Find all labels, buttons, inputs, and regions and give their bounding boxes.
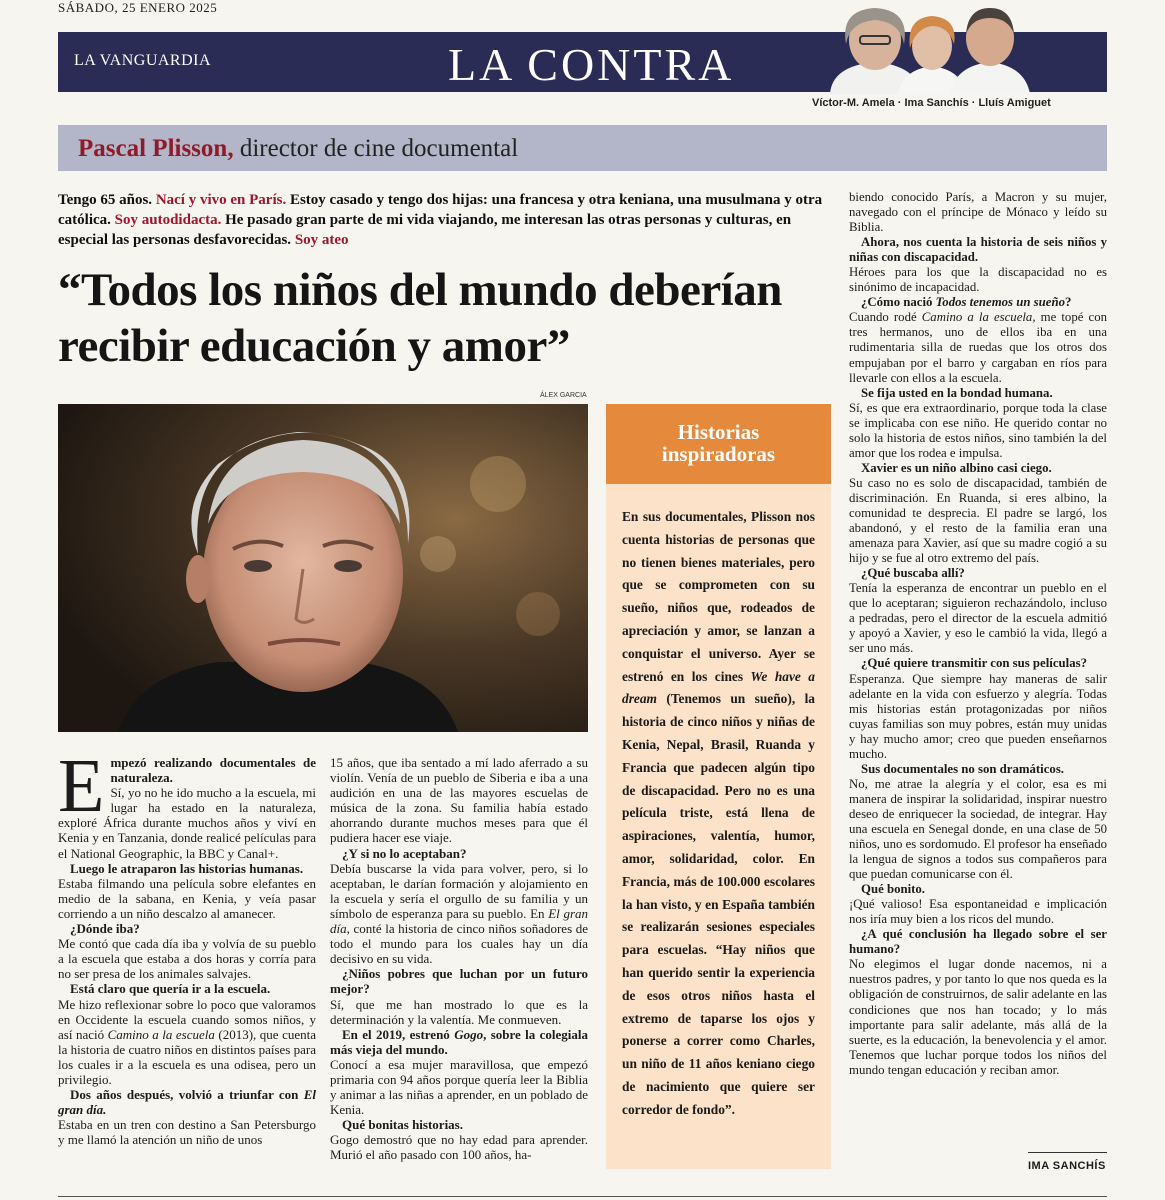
question: Ahora, nos cuenta la historia de seis niños y niñas con discapacidad. bbox=[849, 235, 1107, 265]
newspaper-name: LA VANGUARDIA bbox=[74, 52, 212, 69]
film-title: El gran día. bbox=[58, 1087, 316, 1118]
answer: Conocí a esa mujer maravillosa, que empezó primaria con 94 años porque quería leer la Biblia y animar a las niñas a aprender, en un poblado de Kenia. bbox=[330, 1056, 588, 1118]
interviewee bbox=[78, 135, 518, 163]
intro-highlight: Soy ateo bbox=[294, 232, 349, 248]
answer-text: Cuando rodé bbox=[849, 310, 922, 325]
answer: Me contó que cada día iba y volvía de su pueblo a la escuela que estaba a dos horas y corría para no ser presa de los animales salvajes. bbox=[58, 936, 316, 982]
film-title: We have a dream bbox=[622, 668, 816, 707]
intro-highlight: Nací y vivo en París. bbox=[155, 192, 287, 208]
intro-highlight: Soy autodidacta. bbox=[114, 212, 222, 228]
question: ¿Dónde iba? bbox=[70, 921, 140, 937]
photo-credit: ÁLEX GARCIA bbox=[540, 392, 587, 399]
question-text: , sobre la colegiala más vieja del mundo. bbox=[330, 1026, 588, 1057]
answer bbox=[58, 997, 316, 1088]
question: Se fija usted en la bondad humana. bbox=[861, 385, 1053, 400]
question: mpezó realizando documentales de naturaleza. bbox=[110, 755, 316, 786]
interviewee-bar bbox=[58, 125, 1107, 171]
question: Qué bonitas historias. bbox=[342, 1117, 463, 1133]
question bbox=[58, 1087, 316, 1117]
film-title: Todos tenemos un sueño bbox=[935, 295, 1065, 310]
sidebar-box bbox=[606, 404, 831, 1169]
sidebar-paragraph: (Tenemos un sueño), la historia de cinco niños y niñas de Kenia, Nepal, Brasil, Ruanda y Francia que padecen algún tipo de discapacidad. Pero no es una película triste, está llena de aspiraciones, valentía, humor, amor, solidaridad, color. En Francia, más de 100.000 escolares la han visto, y en España también se realizarán sesiones especiales para escuelas. “Hay niños que han querido sentir la experiencia de esos otros niños hasta el extremo de taparse los ojos y ponerse a correr como Charles, un niño de 11 años keniano ciego de nacimiento que quiere ser corredor de fondo”. bbox=[622, 691, 815, 1117]
answer-text: Me hizo reflexionar sobre lo poco que valoramos en Occidente la escuela cuando somos niños, y así nació bbox=[58, 996, 316, 1042]
answer: Sí, es que era extraordinario, porque toda la clase se implicaba con ese niño. He querido contar no solo la historia de estos niños, sino también la del amor que los rodea e impulsa. bbox=[849, 400, 1107, 460]
answer bbox=[330, 861, 588, 967]
question: Luego le atraparon las historias humanas. bbox=[70, 860, 304, 876]
intro-bio bbox=[58, 190, 828, 250]
portrait-photo bbox=[58, 404, 588, 732]
intro-text: Estoy casado y tengo dos hijas: una francesa y otra keniana, una musulmana y otra católica. bbox=[58, 192, 823, 228]
answer-text: me topé con tres hermanos, uno de ellos iba en una rudimentaria silla de ruedas que los otros dos empujaban por el barro y cargaban en ríos para llevarle con ellos a la escuela. bbox=[849, 310, 1107, 385]
answer: No, me atrae la alegría y el color, esa es mi manera de inspirar la solidaridad, inspirar nuestro deseo de enriquecer la sociedad, de integrar. Hay una escuela en Senegal donde, en una clase de 50 niños, uno es sordomudo. El profesor ha enseñado la lengua de signos a todos sus compañeros para que puedan comunicarse con él. bbox=[849, 776, 1107, 882]
columnist-photos bbox=[780, 4, 1110, 94]
film-title: El gran día bbox=[330, 905, 588, 937]
section-title: LA CONTRA bbox=[448, 39, 735, 90]
article-column-1 bbox=[58, 744, 317, 1148]
answer: ¡Qué valioso! Esa espontaneidad e implicación nos iría muy bien a los ricos del mundo. bbox=[849, 897, 1107, 927]
sidebar-title bbox=[606, 404, 831, 484]
question-text: Dos años después, volvió a triunfar con bbox=[70, 1087, 304, 1103]
answer-text: Debía buscarse la vida para volver, pero, si lo aceptaban, le darían formación y alojamiento en la escuela y sería el orgullo de su familia y un símbolo de esperanza para su pueblo. En bbox=[330, 860, 588, 921]
film-title: Gogo bbox=[454, 1026, 484, 1042]
sidebar-title-text: Historias inspiradoras bbox=[661, 420, 776, 466]
answer: Gogo demostró que no hay edad para aprender. Murió el año pasado con 100 años, ha- bbox=[330, 1132, 588, 1163]
sidebar-text bbox=[606, 484, 831, 1122]
answer: Estaba filmando una película sobre elefantes en medio de la sabana, en Kenia, y veía pasar corriendo a un niño descalzo al amanecer. bbox=[58, 875, 316, 921]
answer-text: (2013), que cuenta la historia de cuatro niños en distintos países para los cuales ir a la escuela es una odisea, pero un privilegio. bbox=[58, 1026, 317, 1087]
question: Qué bonito. bbox=[861, 882, 925, 897]
question-text: ? bbox=[1064, 295, 1072, 310]
question-text: ¿Cómo nació bbox=[861, 295, 936, 310]
answer: Tenía la esperanza de encontrar un pueblo en el que lo aceptaran; siguieron rechazándolo, incluso a pedradas, pero el director de la escuela admitió y apoyó a Xavier, y eso le cambió la vida, llegó a ser uno más. bbox=[849, 581, 1107, 656]
question: ¿A qué conclusión ha llegado sobre el ser humano? bbox=[849, 927, 1107, 957]
answer: 15 años, que iba sentado a mí lado aferrado a su violín. Venía de un pueblo de Siberia e iba a una audición en una de las mayores escuelas de música de la zona. Su familia había estado ahorrando durante muchos meses para que él pudiera hacer ese viaje. bbox=[330, 755, 588, 846]
drop-cap: E bbox=[58, 744, 105, 828]
intro-text: Tengo 65 años. bbox=[58, 192, 156, 208]
answer bbox=[849, 310, 1107, 385]
headline-quote: “Todos los niños del mundo deberían recibir educación y amor” bbox=[58, 264, 782, 372]
question: Está claro que quería ir a la escuela. bbox=[70, 981, 271, 997]
question bbox=[330, 1027, 588, 1057]
page-bottom-rule bbox=[58, 1196, 1107, 1197]
answer: biendo conocido París, a Macron y su mujer, navegado con el príncipe de Mónaco y leído su Biblia. bbox=[849, 190, 1107, 235]
answer-text: , conté la historia de cinco niños soñadores de todo el mundo para los cuales hay un día decisivo en su vida. bbox=[330, 921, 588, 967]
article-column-2 bbox=[330, 755, 588, 1163]
interviewee-role: director de cine documental bbox=[239, 135, 519, 162]
film-title: Camino a la escuela bbox=[107, 1026, 215, 1042]
answer: Héroes para los que la discapacidad no es sinónimo de incapacidad. bbox=[849, 265, 1107, 295]
article-column-3 bbox=[849, 190, 1107, 1078]
answer: Esperanza. Que siempre hay maneras de salir adelante en la vida con esfuerzo y alegría. Todas mis historias están protagonizadas por niños cuyas familias son muy pobres, están muy unidas y hay mucho amor; creo que pueden enseñarnos mucho. bbox=[849, 671, 1107, 761]
signature-rule bbox=[1028, 1152, 1107, 1153]
answer: No elegimos el lugar donde nacemos, ni a nuestros padres, y por tanto lo que nos queda es la obligación de construirnos, de salir adelante en las condiciones que nos han tocado; y lo más importante para salir adelante, más allá de la suerte, es la educación, la benevolencia y el amor. Tenemos que luchar porque todos los niños del mundo tengan educación y reciban amor. bbox=[849, 957, 1107, 1077]
question: ¿Niños pobres que luchan por un futuro mejor? bbox=[330, 966, 588, 997]
issue-date: SÁBADO, 25 ENERO 2025 bbox=[58, 0, 218, 15]
answer: Su caso no es solo de discapacidad, también de discriminación. En Ruanda, si eres albino, la comunidad te desprecia. El padre se largó, los abandonó, y el resto de la familia eran una amenaza para Xavier, así que su madre cogió a su hijo y se fue al otro extremo del país. bbox=[849, 475, 1107, 566]
question: Xavier es un niño albino casi ciego. bbox=[861, 460, 1052, 475]
question-text: En el 2019, estrenó bbox=[342, 1026, 455, 1042]
intro-text: He pasado gran parte de mi vida viajando, me interesan las otras personas y culturas, en especial las personas desfavorecidas. bbox=[58, 212, 792, 248]
question: ¿Qué quiere transmitir con sus películas? bbox=[861, 656, 1087, 671]
answer: Sí, yo no he ido mucho a la escuela, mi lugar ha estado en la naturaleza, exploré África durante muchos años y viví en Kenia y en Tanzania, donde realicé películas para el National Geographic, la BBC y Canal+. bbox=[58, 785, 316, 861]
question: ¿Y si no lo aceptaban? bbox=[342, 845, 467, 861]
sidebar-paragraph: En sus documentales, Plisson nos cuenta historias de personas que no tienen bienes materiales, pero que se comprometen con su sueño, niños que, rodeados de apreciación y amor, se lanzan a conquistar el universo. Ayer se estrenó en los cines bbox=[622, 509, 815, 684]
interviewee-name: Pascal Plisson, bbox=[78, 135, 234, 162]
question: ¿Qué buscaba allí? bbox=[861, 566, 965, 581]
answer: Estaba en un tren con destino a San Petersburgo y me llamó la atención un niño de unos bbox=[58, 1117, 316, 1148]
question bbox=[849, 295, 1107, 310]
question: Sus documentales no son dramáticos. bbox=[861, 761, 1064, 776]
film-title: Camino a la escuela, bbox=[921, 310, 1036, 325]
columnist-names: Víctor-M. Amela · Ima Sanchís · Lluís Amiguet bbox=[812, 97, 1051, 109]
author-signature: IMA SANCHÍS bbox=[1028, 1160, 1106, 1172]
answer: Sí, que me han mostrado lo que es la determinación y la valentía. Me conmueven. bbox=[330, 996, 588, 1027]
